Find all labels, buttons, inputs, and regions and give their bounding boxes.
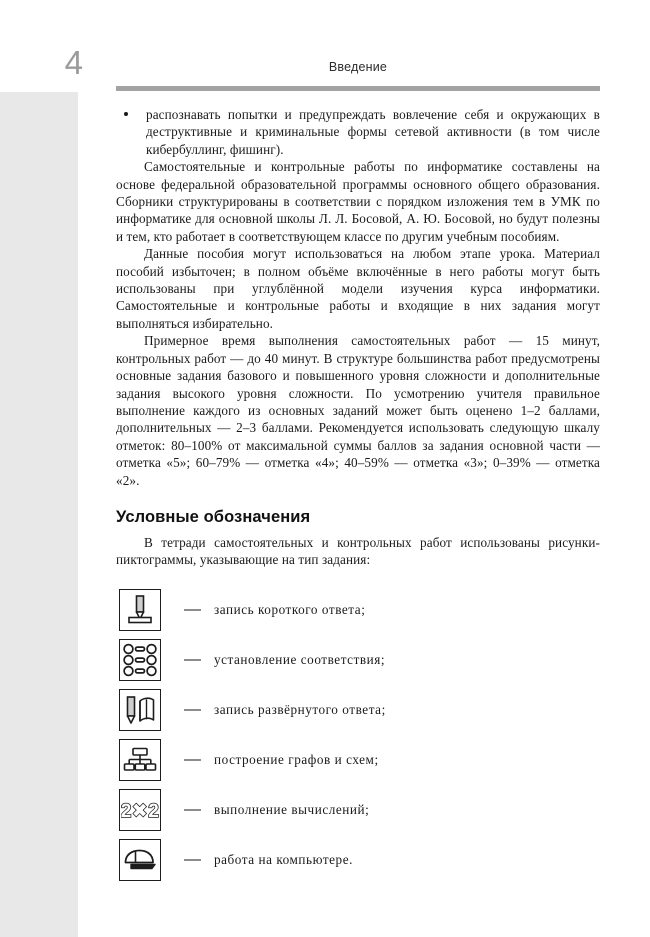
pencil-book-extended-answer-icon	[119, 689, 161, 731]
legend-label: выполнение вычислений;	[214, 801, 370, 817]
legend-dash	[184, 609, 201, 611]
legend-dash	[184, 709, 201, 711]
paragraph: Примерное время выполнения самостоятельных работ — 15 минут, контрольных работ — до 40 минут. В структуре большинства работ предусмотрены основные задания базового и повышенного уровня сложности и дополнительные задания высокого уровня сложности. По усмотрению учителя правильное выполнение каждого из основных заданий может быть оценено 1–2 баллами, дополнительных — 2–3 баллами. Рекомендуется использовать следующую шкалу отметок: 80–100% от максимальной суммы баллов за задания основной части — отметка «5»; 60–79% — отметка «4»; 40–59% — отметка «3»; 0–39% — отметка «2».	[116, 333, 600, 488]
running-head-title: Введение	[328, 60, 388, 74]
page-number: 4	[64, 44, 84, 81]
text-column	[116, 106, 600, 885]
svg-text:2✖2: 2✖2	[121, 800, 159, 822]
computer-mouse-icon	[119, 839, 161, 881]
legend-list	[116, 585, 600, 885]
legend-label: запись развёрнутого ответа;	[214, 701, 386, 717]
legend-row	[116, 785, 600, 835]
legend-label: работа на компьютере.	[214, 851, 353, 867]
paragraph: Самостоятельные и контрольные работы по информатике составлены на основе федеральной образовательной программы основного общего образования. Сборники структурированы в соответствии с порядком изложения тем в УМК по информатике для основной школы Л. Л. Босовой, А. Ю. Босовой, но будут полезны и тем, кто работает в соответствующем классе по другим учебным пособиям.	[116, 159, 600, 244]
list-item-text: распознавать попытки и предупреждать вовлечение себя и окружающих в деструктивные и криминальные формы сетевой активности (в том числе кибербуллинг, фишинг).	[146, 107, 600, 157]
legend-dash	[184, 759, 201, 761]
matching-pairs-icon	[119, 639, 161, 681]
legend-row	[116, 635, 600, 685]
section-heading: Условные обозначения	[116, 507, 311, 526]
legend-dash	[184, 659, 201, 661]
legend-dash	[184, 859, 201, 861]
legend-row	[116, 835, 600, 885]
section-intro-paragraph: В тетради самостоятельных и контрольных работ использованы рисунки-пиктограммы, указывающие на тип задания:	[116, 534, 600, 568]
legend-label: установление соответствия;	[214, 651, 386, 667]
multiplication-2x2-icon	[119, 789, 161, 831]
list-item	[116, 106, 600, 158]
bullet-list	[116, 106, 600, 158]
legend-dash	[184, 809, 201, 811]
pencil-short-answer-icon	[119, 589, 161, 631]
left-margin-band	[0, 92, 78, 937]
legend-row	[116, 685, 600, 735]
legend-row	[116, 735, 600, 785]
paragraph: Данные пособия могут использоваться на любом этапе урока. Материал пособий избыточен; в полном объёме включённые в него работы могут быть использованы при углублённой модели изучения курса информатики. Самостоятельные и контрольные работы и входящие в них задания могут выполняться избирательно.	[116, 246, 600, 331]
legend-label: запись короткого ответа;	[214, 601, 366, 617]
legend-label: построение графов и схем;	[214, 751, 379, 767]
tree-diagram-icon	[119, 739, 161, 781]
header-rule	[116, 86, 600, 91]
bullet-dot-icon	[124, 112, 128, 116]
legend-row	[116, 585, 600, 635]
